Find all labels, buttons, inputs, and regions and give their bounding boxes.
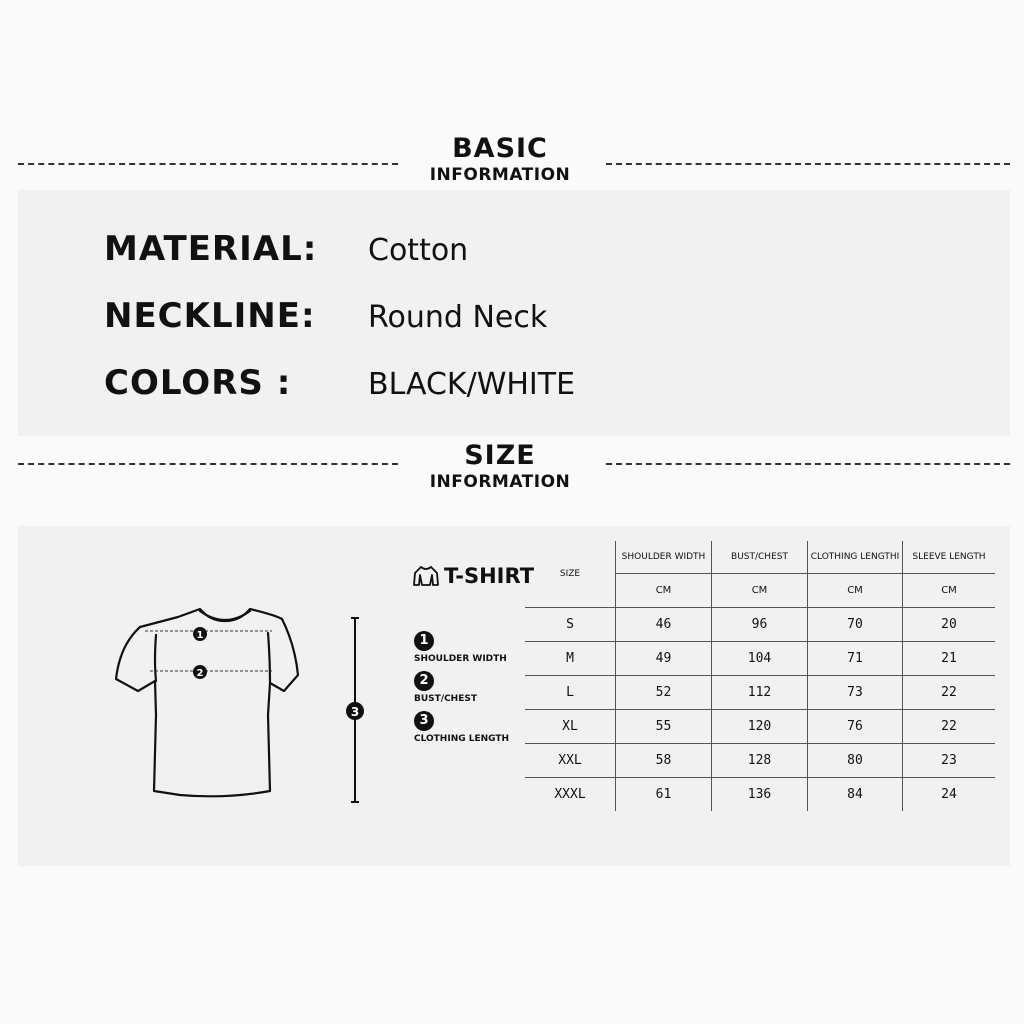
unit-cell: CM: [808, 574, 903, 608]
length-cell: 73: [808, 676, 903, 710]
neckline-label: NECKLINE:: [104, 296, 316, 336]
size-cell: L: [525, 676, 616, 710]
bust-cell: 96: [712, 608, 808, 642]
table-row: [525, 710, 995, 744]
unit-cell: CM: [616, 574, 712, 608]
length-cell: 84: [808, 778, 903, 812]
header-shoulder-width: SHOULDER WIDTH: [616, 541, 712, 574]
tshirt-title: [412, 564, 534, 588]
legend-label: SHOULDER WIDTH: [414, 654, 507, 664]
sleeve-cell: 22: [903, 710, 996, 744]
legend-number: 2: [414, 671, 434, 691]
size-cell: XL: [525, 710, 616, 744]
shoulder-cell: 55: [616, 710, 712, 744]
bust-cell: 112: [712, 676, 808, 710]
size-cell: S: [525, 608, 616, 642]
bust-cell: 104: [712, 642, 808, 676]
shoulder-cell: 58: [616, 744, 712, 778]
size-cell: XXXL: [554, 787, 586, 802]
neckline-value: Round Neck: [368, 300, 548, 335]
sleeve-cell: 22: [903, 676, 996, 710]
tshirt-diagram: [100, 595, 380, 815]
length-cell: 76: [808, 710, 903, 744]
divider-basic-left: [18, 163, 398, 165]
size-cell: XXL: [525, 744, 616, 778]
colors-value: BLACK/WHITE: [368, 367, 576, 402]
unit-cell: CM: [712, 574, 808, 608]
divider-size-left: [18, 463, 398, 465]
legend-number: 1: [414, 631, 434, 651]
size-information-heading: [410, 441, 590, 493]
sleeve-cell: 24: [903, 778, 996, 812]
shoulder-cell: 49: [616, 642, 712, 676]
legend-bust-chest: [414, 671, 477, 704]
table-row: [525, 676, 995, 710]
table-row: [525, 642, 995, 676]
marker-3-label: 3: [350, 705, 360, 719]
table-row: [525, 608, 995, 642]
length-cell: 71: [808, 642, 903, 676]
size-chart-table: [525, 541, 995, 811]
legend-label: BUST/CHEST: [414, 694, 477, 704]
size-column-header: SIZE: [559, 569, 581, 579]
material-value: Cotton: [368, 233, 469, 268]
table-row: [525, 778, 995, 812]
length-indicator: [340, 616, 370, 806]
shoulder-cell: 46: [616, 608, 712, 642]
legend-number: 3: [414, 711, 434, 731]
size-cell: M: [525, 642, 616, 676]
size-heading-line2: INFORMATION: [429, 472, 571, 492]
header-clothing-length: CLOTHING LENGTHI: [808, 541, 903, 574]
divider-basic-right: [606, 163, 1010, 165]
tshirt-outline-icon: [412, 565, 440, 587]
unit-cell: CM: [903, 574, 996, 608]
size-heading-line1: SIZE: [464, 440, 536, 471]
length-cell: 80: [808, 744, 903, 778]
marker-2-label: 2: [196, 668, 204, 679]
basic-information-heading: [410, 134, 590, 186]
legend-label: CLOTHING LENGTH: [414, 734, 510, 744]
tshirt-title-text: T-SHIRT: [444, 564, 535, 588]
divider-size-right: [606, 463, 1010, 465]
legend-clothing-length: [414, 711, 509, 744]
length-cell: 70: [808, 608, 903, 642]
legend-shoulder-width: [414, 631, 507, 664]
shoulder-cell: 61: [616, 778, 712, 812]
material-label: MATERIAL:: [104, 229, 318, 269]
sleeve-cell: 21: [903, 642, 996, 676]
shoulder-cell: 52: [616, 676, 712, 710]
sleeve-cell: 23: [903, 744, 996, 778]
header-bust-chest: BUST/CHEST: [712, 541, 808, 574]
basic-heading-line1: BASIC: [452, 133, 548, 164]
table-header-row: [525, 541, 995, 574]
basic-heading-line2: INFORMATION: [429, 165, 571, 185]
colors-label: COLORS :: [104, 363, 292, 403]
bust-cell: 120: [712, 710, 808, 744]
sleeve-cell: 20: [903, 608, 996, 642]
table-row: [525, 744, 995, 778]
bust-cell: 136: [712, 778, 808, 812]
header-sleeve-length: SLEEVE LENGTH: [903, 541, 996, 574]
marker-1-label: 1: [196, 630, 204, 641]
bust-cell: 128: [712, 744, 808, 778]
